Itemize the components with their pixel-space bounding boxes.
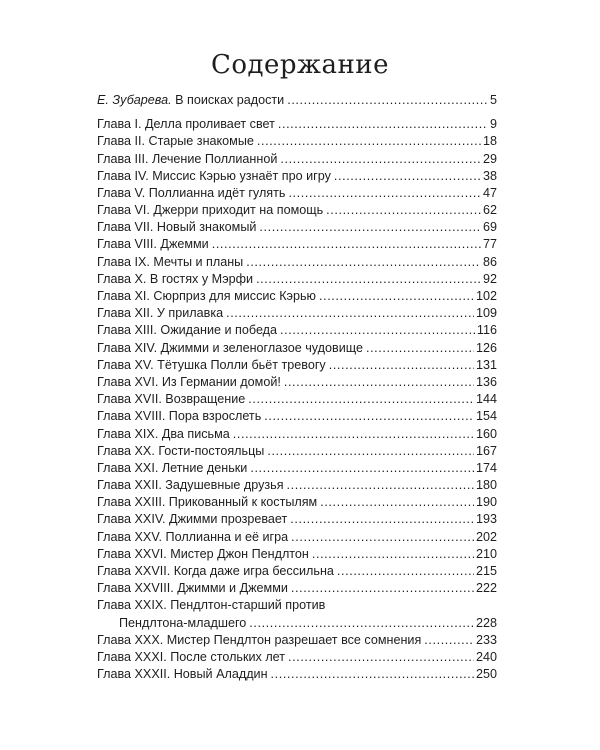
toc-entry-page: 228 xyxy=(475,615,497,630)
toc-entry xyxy=(97,116,497,133)
toc-entry-page: 154 xyxy=(475,409,497,424)
dot-leader xyxy=(250,460,474,477)
toc-entry xyxy=(97,408,497,425)
toc-entry-title: Глава XVII. Возвращение xyxy=(97,392,246,407)
toc-entry-title: Глава XIX. Два письма xyxy=(97,426,230,441)
toc-entry-page: 86 xyxy=(482,254,497,269)
toc-entry xyxy=(97,185,497,202)
toc-entry xyxy=(97,580,497,597)
dot-leader xyxy=(334,168,481,185)
toc-entry-title: Глава XXXII. Новый Аладдин xyxy=(97,667,268,682)
toc-entry-title: Глава XXIX. Пендлтон-старший против xyxy=(97,598,326,613)
toc-entry-title: Глава III. Лечение Поллианной xyxy=(97,151,278,166)
toc-entry xyxy=(97,288,497,305)
toc-entry xyxy=(97,632,497,649)
toc-entry xyxy=(97,666,497,683)
toc-entry-page: 233 xyxy=(475,632,497,647)
toc-entry-title: Глава XX. Гости-постояльцы xyxy=(97,443,265,458)
chapter-list xyxy=(97,116,497,683)
toc-entry-title: Глава VI. Джерри приходит на помощь xyxy=(97,203,324,218)
toc-entry-title: Глава XXV. Поллианна и её игра xyxy=(97,529,289,544)
dot-leader xyxy=(424,632,474,649)
toc-entry-title: Глава XXXI. После стольких лет xyxy=(97,649,286,664)
toc-entry xyxy=(97,254,497,271)
toc-entry-title: Глава XXIII. Прикованный к костылям xyxy=(97,495,318,510)
toc-entry-page: 62 xyxy=(482,203,497,218)
toc-entry-page: 193 xyxy=(475,512,497,527)
toc-entry xyxy=(97,477,497,494)
dot-leader xyxy=(287,477,474,494)
toc-entry xyxy=(97,494,497,511)
dot-leader xyxy=(284,374,474,391)
toc-entry-page: 240 xyxy=(475,649,497,664)
toc-entry xyxy=(97,219,497,236)
toc-entry-title: Глава I. Делла проливает свет xyxy=(97,117,275,132)
toc-entry-page: 202 xyxy=(475,529,497,544)
toc-entry-title: Глава V. Поллианна идёт гулять xyxy=(97,185,286,200)
dot-leader xyxy=(326,202,481,219)
toc-entry xyxy=(97,649,497,666)
toc-entry-page: 47 xyxy=(482,185,497,200)
dot-leader xyxy=(249,615,474,632)
dot-leader xyxy=(278,116,488,133)
toc-entry-page: 250 xyxy=(475,667,497,682)
dot-leader xyxy=(226,305,474,322)
toc-entry-page: 190 xyxy=(475,495,497,510)
toc-entry-page: 109 xyxy=(475,306,497,321)
toc-entry-title: Глава II. Старые знакомые xyxy=(97,134,254,149)
toc-entry-page: 222 xyxy=(475,581,497,596)
toc-entry-page: 29 xyxy=(482,151,497,166)
toc-entry-page: 136 xyxy=(475,374,497,389)
toc-entry xyxy=(97,426,497,443)
toc-entry xyxy=(97,202,497,219)
dot-leader xyxy=(288,185,481,202)
dot-leader xyxy=(291,529,474,546)
toc-entry-page: 210 xyxy=(475,546,497,561)
toc-entry-text: В поисках радости xyxy=(175,92,285,107)
dot-leader xyxy=(288,649,474,666)
toc-entry-title: Глава VII. Новый знакомый xyxy=(97,220,257,235)
toc-entry-page: 174 xyxy=(475,460,497,475)
toc-entry xyxy=(97,340,497,357)
dot-leader xyxy=(312,546,474,563)
toc-entry-page: 144 xyxy=(475,392,497,407)
toc-entry-intro xyxy=(97,92,497,109)
toc-entry-page: 116 xyxy=(476,323,497,338)
toc-entry-page: 160 xyxy=(475,426,497,441)
dot-leader xyxy=(246,254,481,271)
toc-entry-title: Глава IV. Миссис Кэрью узнаёт про игру xyxy=(97,168,331,183)
toc-entry-page: 18 xyxy=(482,134,497,149)
dot-leader xyxy=(280,151,481,168)
toc-entry-title: Глава XXX. Мистер Пендлтон разрешает все сомнения xyxy=(97,632,422,647)
dot-leader xyxy=(264,408,474,425)
dot-leader xyxy=(280,322,475,339)
dot-leader xyxy=(256,271,481,288)
toc-entry-title: Глава XVI. Из Германии домой! xyxy=(97,374,281,389)
toc-entry xyxy=(97,305,497,322)
toc-entry-page: 69 xyxy=(482,220,497,235)
toc-entry-page: 9 xyxy=(489,117,497,132)
toc-entry-title: Глава XII. У прилавка xyxy=(97,306,224,321)
toc-entry-page: 92 xyxy=(482,271,497,286)
toc-entry-continuation xyxy=(97,615,497,632)
dot-leader xyxy=(290,512,474,529)
toc-entry xyxy=(97,529,497,546)
toc-entry xyxy=(97,357,497,374)
toc-entry-title xyxy=(97,92,284,109)
toc-entry xyxy=(97,563,497,580)
toc-entry xyxy=(97,133,497,150)
toc-entry xyxy=(97,237,497,254)
toc-entry xyxy=(97,271,497,288)
dot-leader xyxy=(291,580,474,597)
toc-entry-title: Глава XV. Тётушка Полли бьёт тревогу xyxy=(97,357,326,372)
toc-entry-page: 5 xyxy=(489,92,497,107)
dot-leader xyxy=(319,288,474,305)
toc-entry-page: 38 xyxy=(482,168,497,183)
toc-entry-title-continuation: Пендлтона-младшего xyxy=(119,615,247,630)
toc-entry xyxy=(97,151,497,168)
toc-entry-title: Глава XIV. Джимми и зеленоглазое чудовище xyxy=(97,340,363,355)
toc-entry xyxy=(97,374,497,391)
toc-entry-title: Глава XXVII. Когда даже игра бессильна xyxy=(97,564,334,579)
toc-entry-title: Глава X. В гостях у Мэрфи xyxy=(97,271,254,286)
toc-entry-title: Глава XXVI. Мистер Джон Пендлтон xyxy=(97,546,309,561)
toc-entry-title: Глава VIII. Джемми xyxy=(97,237,209,252)
dot-leader xyxy=(267,443,474,460)
dot-leader xyxy=(287,92,488,109)
toc-entry-page: 131 xyxy=(475,357,497,372)
toc-entry xyxy=(97,443,497,460)
toc-entry-title: Глава XXII. Задушевные друзья xyxy=(97,478,284,493)
toc-entry-title: Глава XIII. Ожидание и победа xyxy=(97,323,278,338)
toc-entry xyxy=(97,512,497,529)
toc-entry-page: 180 xyxy=(475,478,497,493)
toc-entry xyxy=(97,597,497,614)
toc-entry-title: Глава XVIII. Пора взрослеть xyxy=(97,409,262,424)
dot-leader xyxy=(212,237,481,254)
toc-entry xyxy=(97,460,497,477)
toc-entry xyxy=(97,168,497,185)
toc-entry-page: 102 xyxy=(475,289,497,304)
table-of-contents xyxy=(97,92,497,683)
dot-leader xyxy=(248,391,474,408)
toc-entry xyxy=(97,546,497,563)
toc-entry xyxy=(97,391,497,408)
toc-entry-page: 77 xyxy=(482,237,497,252)
dot-leader xyxy=(337,563,474,580)
dot-leader xyxy=(329,357,474,374)
dot-leader xyxy=(233,426,474,443)
toc-entry xyxy=(97,322,497,339)
dot-leader xyxy=(320,494,474,511)
toc-entry-title: Глава IX. Мечты и планы xyxy=(97,254,244,269)
toc-entry-title: Глава XI. Сюрприз для миссис Кэрью xyxy=(97,289,316,304)
dot-leader xyxy=(257,133,481,150)
toc-entry-page: 126 xyxy=(475,340,497,355)
toc-entry-author: Е. Зубарева. xyxy=(97,92,172,107)
dot-leader xyxy=(259,219,481,236)
page-title: Содержание xyxy=(210,50,390,80)
toc-entry-title: Глава XXIV. Джимми прозревает xyxy=(97,512,288,527)
toc-entry-page: 167 xyxy=(475,443,497,458)
toc-entry-title: Глава XXI. Летние деньки xyxy=(97,460,248,475)
toc-entry-page: 215 xyxy=(475,564,497,579)
toc-entry-title: Глава XXVIII. Джимми и Джемми xyxy=(97,581,288,596)
dot-leader xyxy=(366,340,474,357)
dot-leader xyxy=(271,666,474,683)
